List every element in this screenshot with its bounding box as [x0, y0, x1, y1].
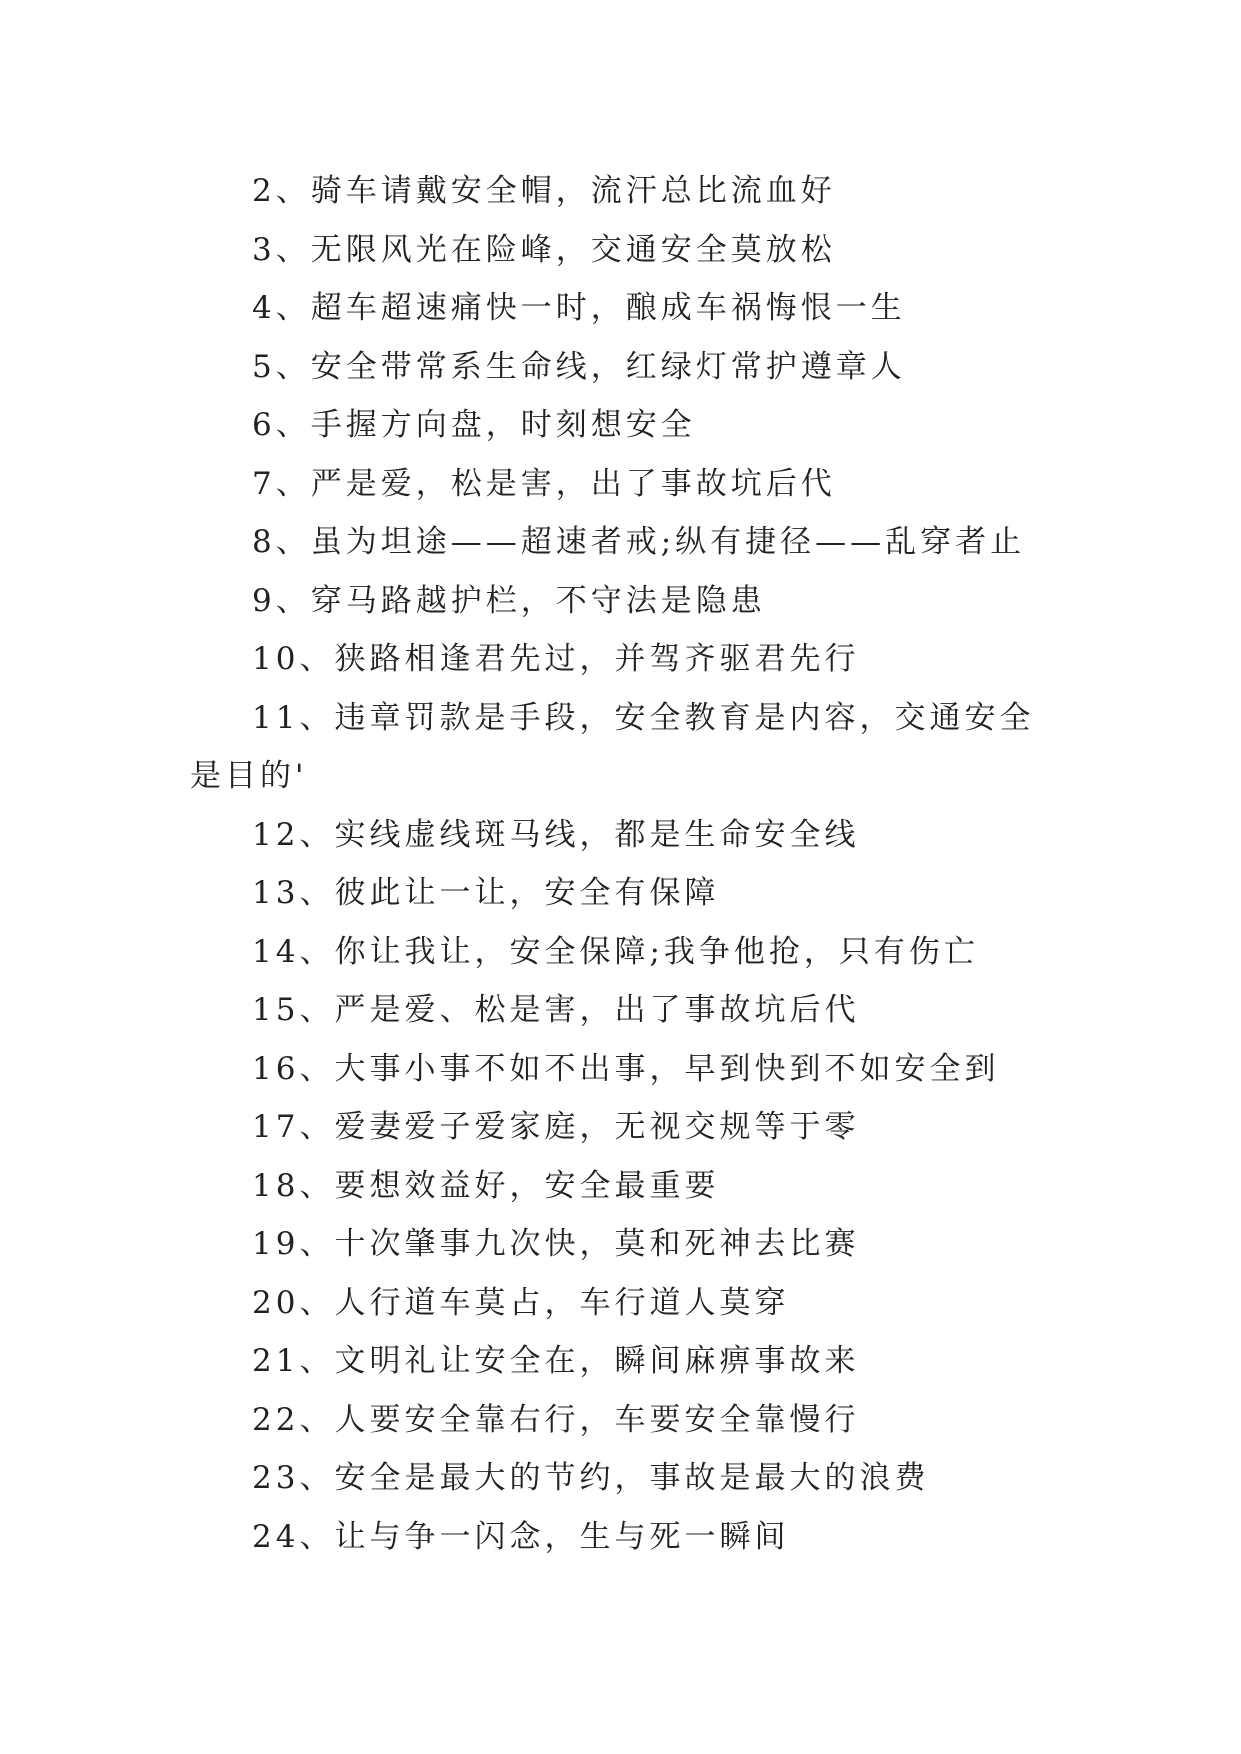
slogan-line: 21、文明礼让安全在，瞬间麻痹事故来 — [252, 1343, 860, 1379]
slogan-line: 15、严是爱、松是害，出了事故坑后代 — [252, 992, 860, 1028]
slogan-line: 20、人行道车莫占，车行道人莫穿 — [252, 1284, 790, 1321]
slogan-line: 10、狭路相逢君先过，并驾齐驱君先行 — [252, 641, 860, 677]
slogan-line: 5、安全带常系生命线，红绿灯常护遵章人 — [252, 348, 906, 385]
slogan-line: 19、十次肇事九次快，莫和死神去比赛 — [252, 1226, 860, 1262]
slogan-line: 8、虽为坦途——超速者戒;纵有捷径——乱穿者止 — [252, 524, 1026, 560]
slogan-line: 24、让与争一闪念，生与死一瞬间 — [252, 1518, 790, 1555]
document-body — [190, 162, 1065, 1566]
slogan-line: 12、实线虚线斑马线，都是生命安全线 — [252, 816, 860, 853]
slogan-line: 7、严是爱，松是害，出了事故坑后代 — [252, 465, 836, 502]
slogan-line: 13、彼此让一让，安全有保障 — [252, 875, 720, 911]
slogan-line: 2、骑车请戴安全帽，流汗总比流血好 — [252, 173, 836, 209]
slogan-line: 22、人要安全靠右行，车要安全靠慢行 — [252, 1401, 860, 1438]
slogan-line: 9、穿马路越护栏，不守法是隐患 — [252, 582, 766, 619]
slogan-line: 18、要想效益好，安全最重要 — [252, 1167, 720, 1204]
slogan-line: 6、手握方向盘，时刻想安全 — [252, 407, 696, 443]
slogan-line: 3、无限风光在险峰，交通安全莫放松 — [252, 231, 836, 268]
slogan-line: 11、违章罚款是手段，安全教育是内容，交通安全是目的' — [190, 699, 1035, 794]
slogan-line: 14、你让我让，安全保障;我争他抢，只有伤亡 — [252, 933, 979, 970]
slogan-line: 23、安全是最大的节约，事故是最大的浪费 — [252, 1460, 930, 1496]
slogan-line: 4、超车超速痛快一时，酿成车祸悔恨一生 — [252, 290, 906, 326]
slogan-line: 17、爱妻爱子爱家庭，无视交规等于零 — [252, 1109, 860, 1145]
slogan-line: 16、大事小事不如不出事，早到快到不如安全到 — [252, 1050, 1000, 1087]
